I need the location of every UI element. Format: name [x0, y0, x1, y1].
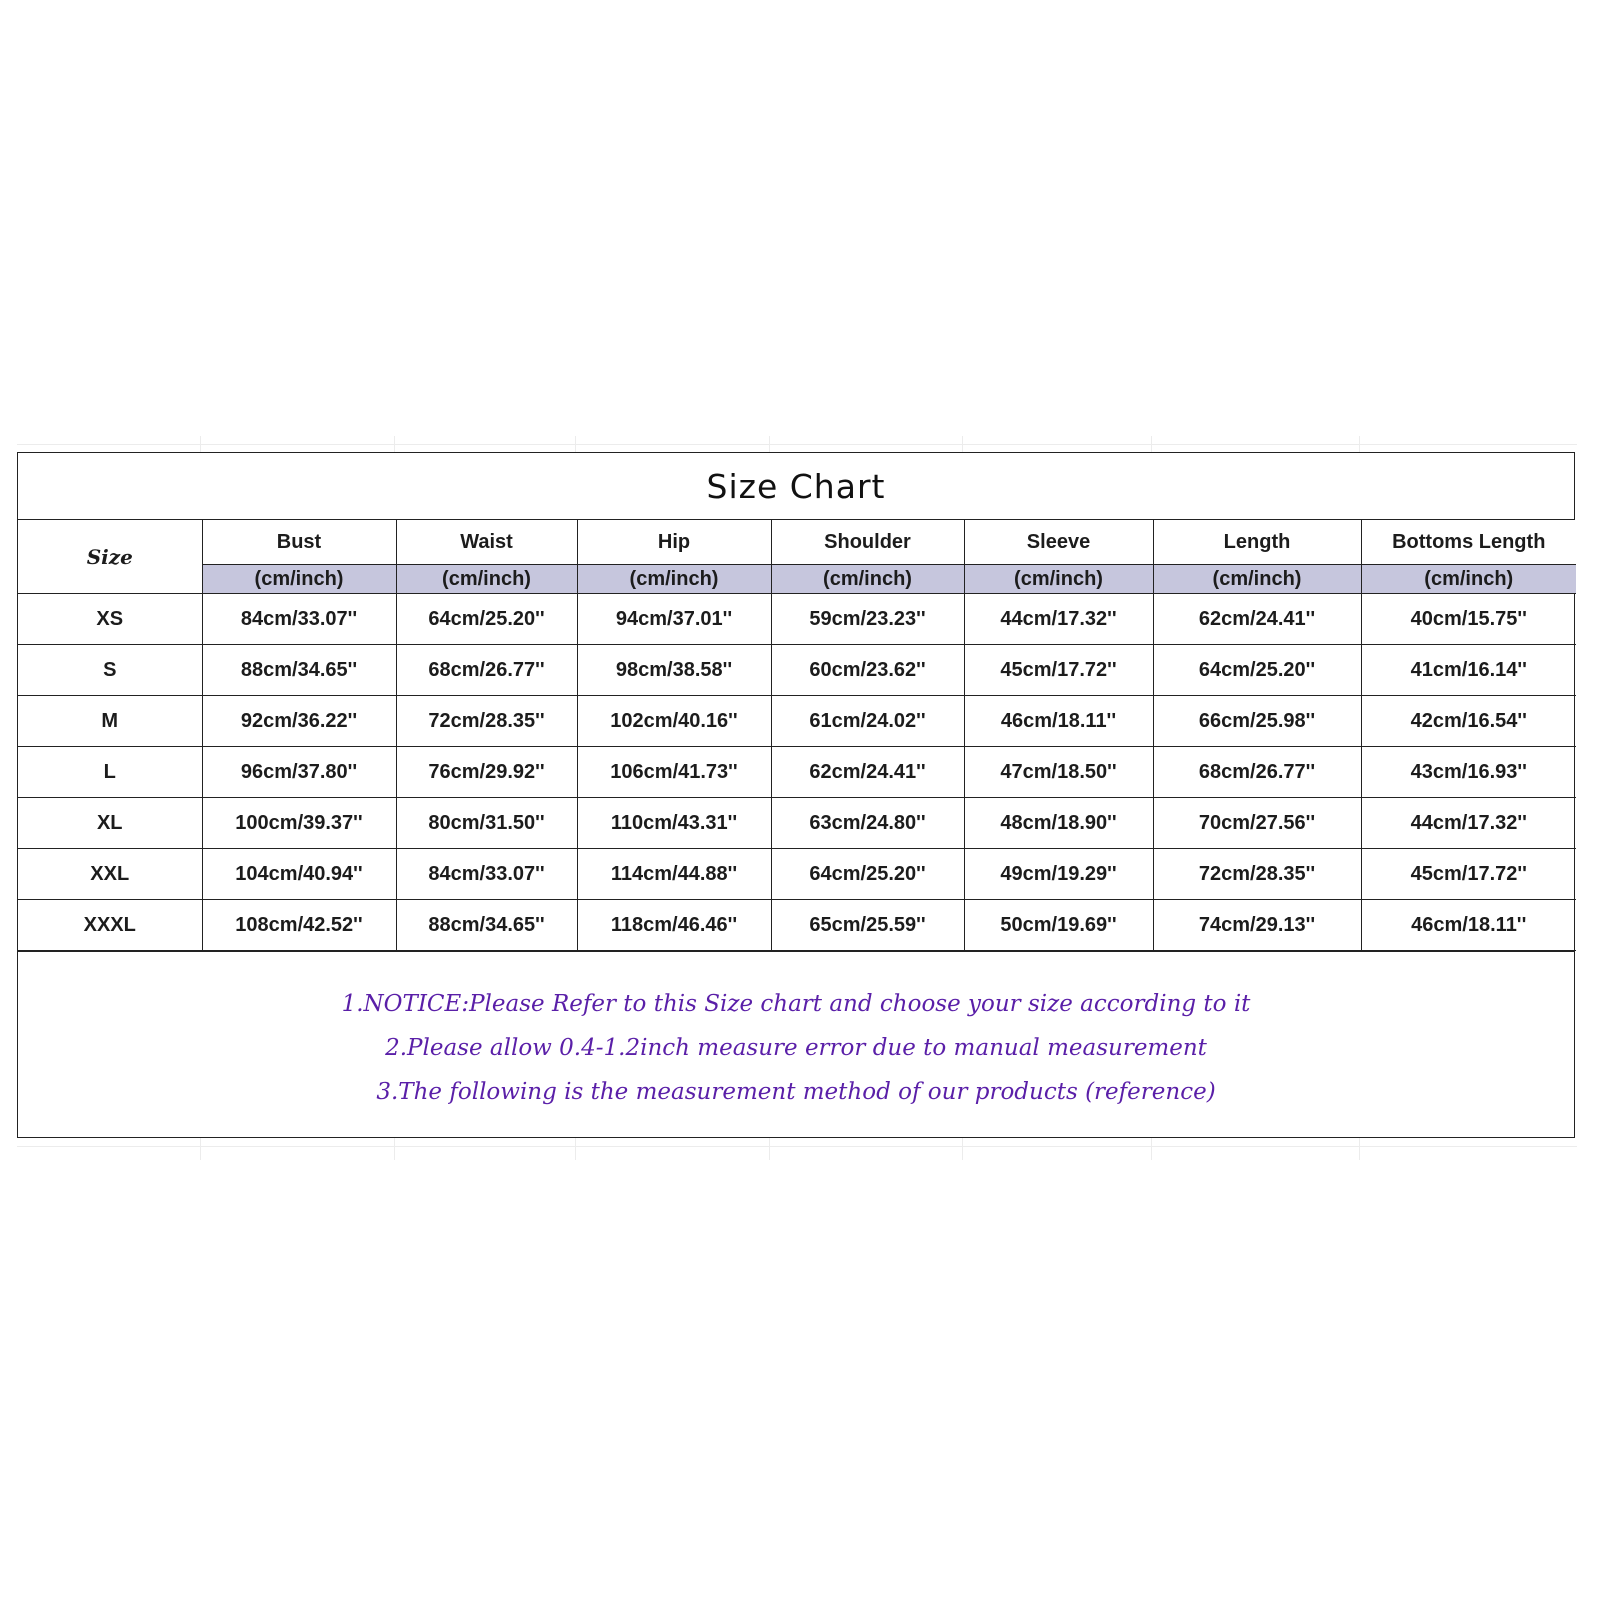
table-row [18, 849, 1576, 900]
table-cell: 114cm/44.88'' [577, 849, 771, 900]
size-label: XXXL [18, 900, 202, 951]
note-line: 1.NOTICE:Please Refer to this Size chart and choose your size according to it [341, 991, 1251, 1017]
table-cell: 59cm/23.23'' [771, 594, 964, 645]
table-cell: 84cm/33.07'' [202, 594, 396, 645]
table-cell: 46cm/18.11'' [964, 696, 1153, 747]
unit-label: (cm/inch) [577, 565, 771, 594]
table-cell: 41cm/16.14'' [1361, 645, 1576, 696]
column-header-bust: Bust [202, 520, 396, 565]
size-label: XXL [18, 849, 202, 900]
size-chart-sheet [17, 452, 1575, 1138]
table-row [18, 594, 1576, 645]
table-cell: 88cm/34.65'' [396, 900, 577, 951]
table-row [18, 696, 1576, 747]
table-cell: 45cm/17.72'' [1361, 849, 1576, 900]
table-cell: 42cm/16.54'' [1361, 696, 1576, 747]
table-cell: 74cm/29.13'' [1153, 900, 1361, 951]
table-row [18, 900, 1576, 951]
unit-label: (cm/inch) [1153, 565, 1361, 594]
table-cell: 61cm/24.02'' [771, 696, 964, 747]
table-row [18, 645, 1576, 696]
table-cell: 46cm/18.11'' [1361, 900, 1576, 951]
table-cell: 100cm/39.37'' [202, 798, 396, 849]
unit-label: (cm/inch) [1361, 565, 1576, 594]
unit-label: (cm/inch) [964, 565, 1153, 594]
table-cell: 64cm/25.20'' [396, 594, 577, 645]
size-label: M [18, 696, 202, 747]
table-cell: 104cm/40.94'' [202, 849, 396, 900]
table-row [18, 798, 1576, 849]
table-cell: 108cm/42.52'' [202, 900, 396, 951]
table-cell: 64cm/25.20'' [771, 849, 964, 900]
grid-line [575, 436, 576, 452]
table-cell: 96cm/37.80'' [202, 747, 396, 798]
table-cell: 62cm/24.41'' [1153, 594, 1361, 645]
table-cell: 65cm/25.59'' [771, 900, 964, 951]
header-row [18, 520, 1576, 565]
size-label: XS [18, 594, 202, 645]
unit-label: (cm/inch) [771, 565, 964, 594]
table-cell: 80cm/31.50'' [396, 798, 577, 849]
table-cell: 45cm/17.72'' [964, 645, 1153, 696]
table-cell: 64cm/25.20'' [1153, 645, 1361, 696]
grid-line [17, 1146, 1577, 1147]
size-label: XL [18, 798, 202, 849]
table-cell: 43cm/16.93'' [1361, 747, 1576, 798]
grid-line [1359, 436, 1360, 452]
table-cell: 106cm/41.73'' [577, 747, 771, 798]
table-cell: 70cm/27.56'' [1153, 798, 1361, 849]
table-cell: 62cm/24.41'' [771, 747, 964, 798]
table-cell: 102cm/40.16'' [577, 696, 771, 747]
column-header-bottoms-length: Bottoms Length [1361, 520, 1576, 565]
column-header-shoulder: Shoulder [771, 520, 964, 565]
table-cell: 48cm/18.90'' [964, 798, 1153, 849]
table-cell: 72cm/28.35'' [396, 696, 577, 747]
table-cell: 98cm/38.58'' [577, 645, 771, 696]
table-cell: 66cm/25.98'' [1153, 696, 1361, 747]
table-cell: 44cm/17.32'' [964, 594, 1153, 645]
size-label: L [18, 747, 202, 798]
unit-label: (cm/inch) [396, 565, 577, 594]
column-header-hip: Hip [577, 520, 771, 565]
size-label: S [18, 645, 202, 696]
size-table [18, 520, 1576, 951]
size-column-header: Size [18, 520, 202, 594]
unit-label: (cm/inch) [202, 565, 396, 594]
table-cell: 68cm/26.77'' [396, 645, 577, 696]
table-cell: 88cm/34.65'' [202, 645, 396, 696]
table-cell: 60cm/23.62'' [771, 645, 964, 696]
table-cell: 40cm/15.75'' [1361, 594, 1576, 645]
table-cell: 49cm/19.29'' [964, 849, 1153, 900]
table-cell: 94cm/37.01'' [577, 594, 771, 645]
grid-line [200, 436, 201, 452]
grid-line [962, 436, 963, 452]
table-cell: 44cm/17.32'' [1361, 798, 1576, 849]
unit-row [18, 565, 1576, 594]
grid-line [1151, 436, 1152, 452]
column-header-waist: Waist [396, 520, 577, 565]
column-header-sleeve: Sleeve [964, 520, 1153, 565]
table-cell: 50cm/19.69'' [964, 900, 1153, 951]
table-cell: 118cm/46.46'' [577, 900, 771, 951]
note-line: 2.Please allow 0.4-1.2inch measure error due to manual measurement [385, 1035, 1207, 1061]
note-line: 3.The following is the measurement method of our products (reference) [376, 1079, 1216, 1105]
notes-section [18, 951, 1574, 1144]
table-cell: 76cm/29.92'' [396, 747, 577, 798]
table-cell: 63cm/24.80'' [771, 798, 964, 849]
column-header-length: Length [1153, 520, 1361, 565]
table-cell: 47cm/18.50'' [964, 747, 1153, 798]
table-cell: 68cm/26.77'' [1153, 747, 1361, 798]
table-cell: 72cm/28.35'' [1153, 849, 1361, 900]
grid-line [394, 436, 395, 452]
grid-line [17, 444, 1577, 445]
table-cell: 110cm/43.31'' [577, 798, 771, 849]
grid-line [769, 436, 770, 452]
table-cell: 84cm/33.07'' [396, 849, 577, 900]
table-cell: 92cm/36.22'' [202, 696, 396, 747]
table-row [18, 747, 1576, 798]
chart-title: Size Chart [18, 453, 1574, 520]
